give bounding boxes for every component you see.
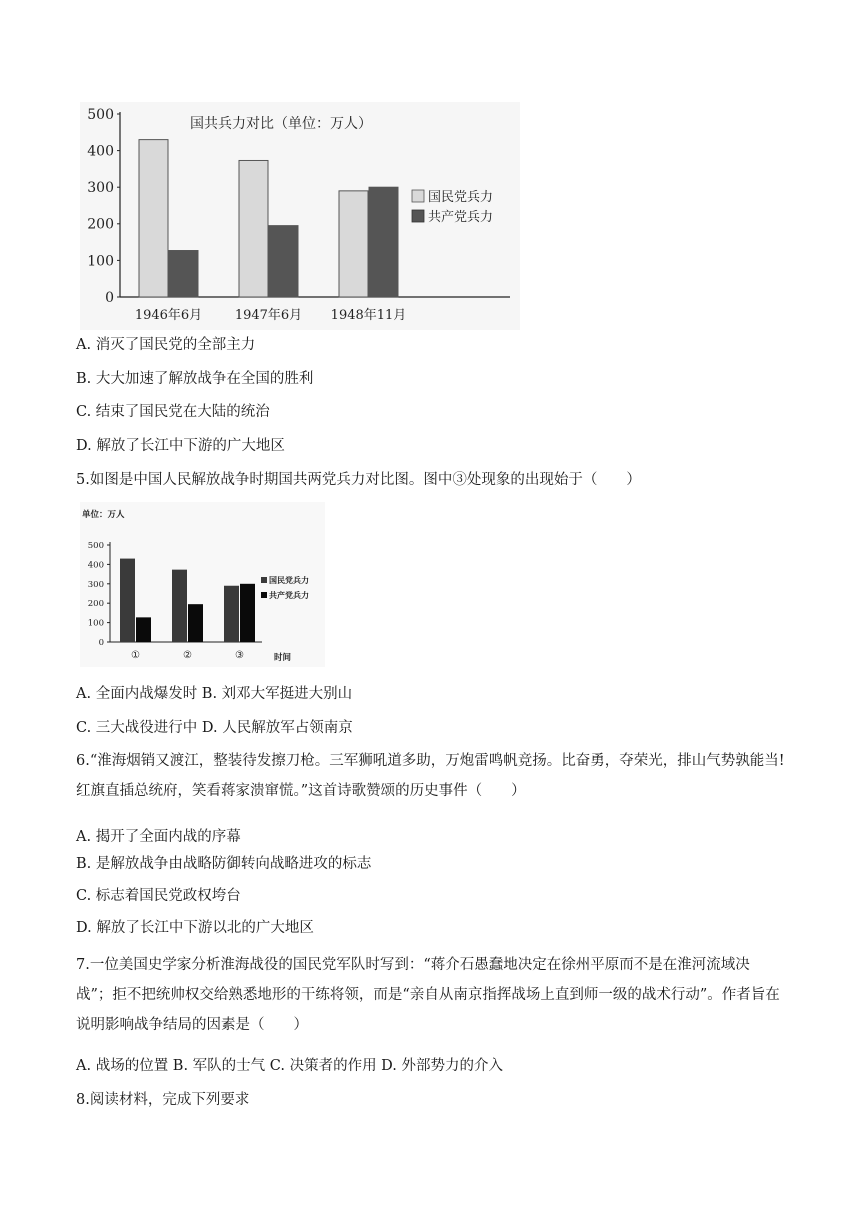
- chart-1-y-tick-label: 0: [105, 289, 114, 306]
- chart-1-bar-kmt-3: [339, 191, 368, 297]
- force-comparison-chart-1: [80, 102, 520, 330]
- chart-1-category-label: 1946年6月: [134, 308, 203, 323]
- chart-2-legend-label-cpc: 共产党兵力: [269, 590, 309, 600]
- chart-2-legend-label-kmt: 国民党兵力: [269, 575, 309, 585]
- q6-option-a: A. 揭开了全面内战的序幕: [76, 829, 241, 845]
- chart-1-y-tick-label: 200: [87, 216, 114, 233]
- chart-2-legend-swatch-kmt: [261, 577, 267, 583]
- q4-option-b: B. 大大加速了解放战争在全国的胜利: [76, 371, 314, 387]
- q4-option-d: D. 解放了长江中下游的广大地区: [76, 438, 285, 454]
- q5-stem: 5.如图是中国人民解放战争时期国共两党兵力对比图。图中③处现象的出现始于（ ）: [76, 472, 641, 488]
- chart-1-legend-swatch-cpc: [412, 210, 424, 222]
- force-comparison-chart-2: [80, 502, 325, 667]
- chart-1-legend-swatch-kmt: [412, 190, 424, 202]
- chart-2-bar-cpc-2: [188, 604, 203, 642]
- chart-1-bar-cpc-2: [269, 226, 298, 297]
- q6-option-c: C. 标志着国民党政权垮台: [76, 888, 241, 904]
- chart-2-category-label: ③: [235, 650, 244, 661]
- chart-2-unit-label: 单位：万人: [82, 510, 125, 520]
- q7-options: A. 战场的位置 B. 军队的士气 C. 决策者的作用 D. 外部势力的介入: [76, 1058, 504, 1074]
- chart-1-category-label: 1948年11月: [330, 308, 407, 323]
- chart-2-category-label: ①: [131, 650, 140, 661]
- chart-1-y-tick-label: 400: [87, 143, 114, 160]
- q8-stem: 8.阅读材料，完成下列要求: [76, 1092, 250, 1108]
- chart-2-bar-kmt-3: [224, 586, 239, 642]
- chart-2-bar-cpc-1: [136, 617, 151, 642]
- q4-option-c: C. 结束了国民党在大陆的统治: [76, 404, 270, 420]
- q4-option-a: A. 消灭了国民党的全部主力: [76, 337, 256, 353]
- chart-2-y-tick-label: 0: [98, 637, 104, 648]
- chart-2-y-tick-label: 500: [87, 540, 104, 551]
- q7-stem: 7.一位美国史学家分析淮海战役的国民党军队时写到：“蒋介石愚蠢地决定在徐州平原而不是在淮河流域决战”；拒不把统帅权交给熟悉地形的干练将领，而是“亲自从南京指挥战场上直到师一级的战术行动”。作者旨在说明影响战争结局的因素是（ ）: [76, 957, 780, 1033]
- chart-1-bar-cpc-3: [369, 187, 398, 297]
- chart-2-legend-swatch-cpc: [261, 592, 267, 598]
- chart-1-y-tick-label: 100: [87, 253, 114, 270]
- chart-1-category-label: 1947年6月: [234, 308, 303, 323]
- chart-2-x-label: 时间: [274, 653, 292, 663]
- chart-2-bar-cpc-3: [240, 584, 255, 642]
- chart-1-y-tick-label: 300: [87, 180, 114, 197]
- chart-1-bar-kmt-2: [239, 160, 268, 297]
- q5-options-line-1: A. 全面内战爆发时 B. 刘邓大军挺进大别山: [76, 686, 353, 702]
- chart-1-legend-label-cpc: 共产党兵力: [428, 210, 494, 225]
- q6-option-d: D. 解放了长江中下游以北的广大地区: [76, 920, 314, 936]
- chart-1-legend-label-kmt: 国民党兵力: [428, 190, 494, 205]
- chart-1-bar-kmt-1: [139, 140, 168, 297]
- chart-2-y-tick-label: 400: [87, 560, 104, 571]
- chart-2-y-tick-label: 100: [87, 618, 104, 629]
- chart-1-bar-cpc-1: [169, 251, 198, 297]
- q6-option-b: B. 是解放战争由战略防御转向战略进攻的标志: [76, 856, 372, 872]
- q6-stem: 6.“淮海烟销又渡江，整装待发擦刀枪。三军狮吼道多助，万炮雷鸣帆竞扬。比奋勇，夺荣光，排山气势孰能当!红旗直插总统府，笑看蒋家溃窜慌。”这首诗歌赞颂的历史事件（ ）: [76, 753, 785, 799]
- chart-2-bar-kmt-2: [172, 570, 187, 642]
- chart-2-category-label: ②: [183, 650, 192, 661]
- chart-2-bar-kmt-1: [120, 559, 135, 642]
- chart-1-title: 国共兵力对比（单位：万人）: [190, 116, 372, 132]
- q5-options-line-2: C. 三大战役进行中 D. 人民解放军占领南京: [76, 720, 353, 736]
- chart-1-y-tick-label: 500: [87, 106, 114, 123]
- chart-2-y-tick-label: 200: [87, 599, 104, 610]
- chart-2-y-tick-label: 300: [87, 579, 104, 590]
